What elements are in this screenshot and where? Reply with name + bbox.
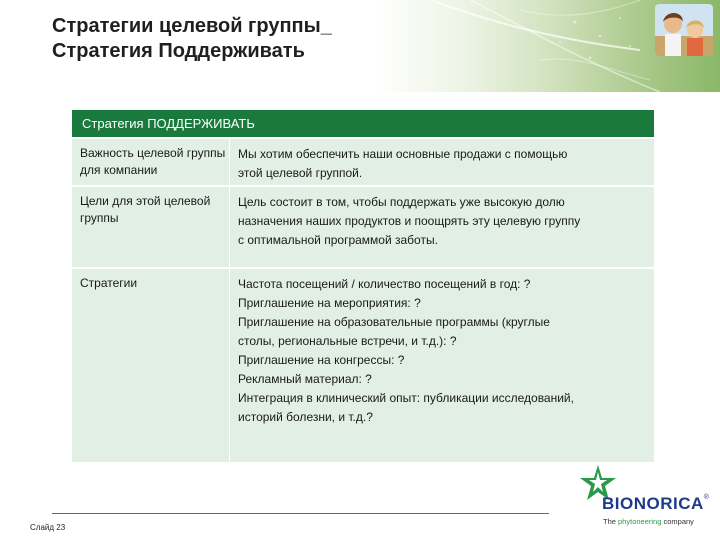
logo-registered-mark: ® (703, 494, 710, 501)
row-content-line: историй болезни, и т.д.? (238, 410, 373, 424)
row-content (238, 139, 648, 183)
table-row (72, 269, 654, 462)
slide-title (52, 14, 472, 64)
row-label: Стратегии (72, 269, 230, 462)
row-content-line: Мы хотим обеспечить наши основные продажи с помощью (238, 147, 568, 161)
slide-title-line-1: Стратегии целевой группы_ (52, 15, 332, 37)
row-content-line: столы, региональные встречи, и т.д.): ? (238, 334, 457, 348)
row-content (238, 269, 648, 427)
row-content (238, 187, 648, 250)
row-content-line: назначения наших продуктов и поощрять эту целевую группу (238, 214, 581, 228)
tagline-prefix: The (603, 517, 619, 526)
tagline-highlight: phytoneering (618, 517, 662, 526)
row-content-line: Приглашение на конгрессы: ? (238, 353, 405, 367)
tagline-suffix: company (661, 517, 694, 526)
row-content-line: Цель состоит в том, чтобы поддержать уже высокую долю (238, 195, 565, 209)
family-photo (655, 4, 713, 56)
footer-divider (52, 513, 549, 514)
row-content-line: с оптимальной программой заботы. (238, 233, 438, 247)
table-row (72, 139, 654, 185)
logo-tagline (603, 517, 694, 526)
row-content-line: Интеграция в клинический опыт: публикации исследований, (238, 391, 574, 405)
row-content-line: Приглашение на мероприятия: ? (238, 296, 421, 310)
row-content-line: этой целевой группой. (238, 166, 363, 180)
logo-name: BIONORICA (602, 494, 704, 513)
row-content-line: Частота посещений / количество посещений в год: ? (238, 277, 531, 291)
table-row (72, 187, 654, 267)
row-content-line: Рекламный материал: ? (238, 372, 372, 386)
table-header: Стратегия ПОДДЕРЖИВАТЬ (72, 110, 654, 137)
slide-title-line-2: Стратегия Поддерживать (52, 40, 305, 62)
slide-number: Слайд 23 (30, 523, 66, 532)
row-content-line: Приглашение на образовательные программы (круглые (238, 315, 550, 329)
row-label: Цели для этой целевой группы (72, 187, 230, 267)
row-label: Важность целевой группы для компании (72, 139, 230, 185)
bionorica-logo-text (602, 494, 709, 514)
